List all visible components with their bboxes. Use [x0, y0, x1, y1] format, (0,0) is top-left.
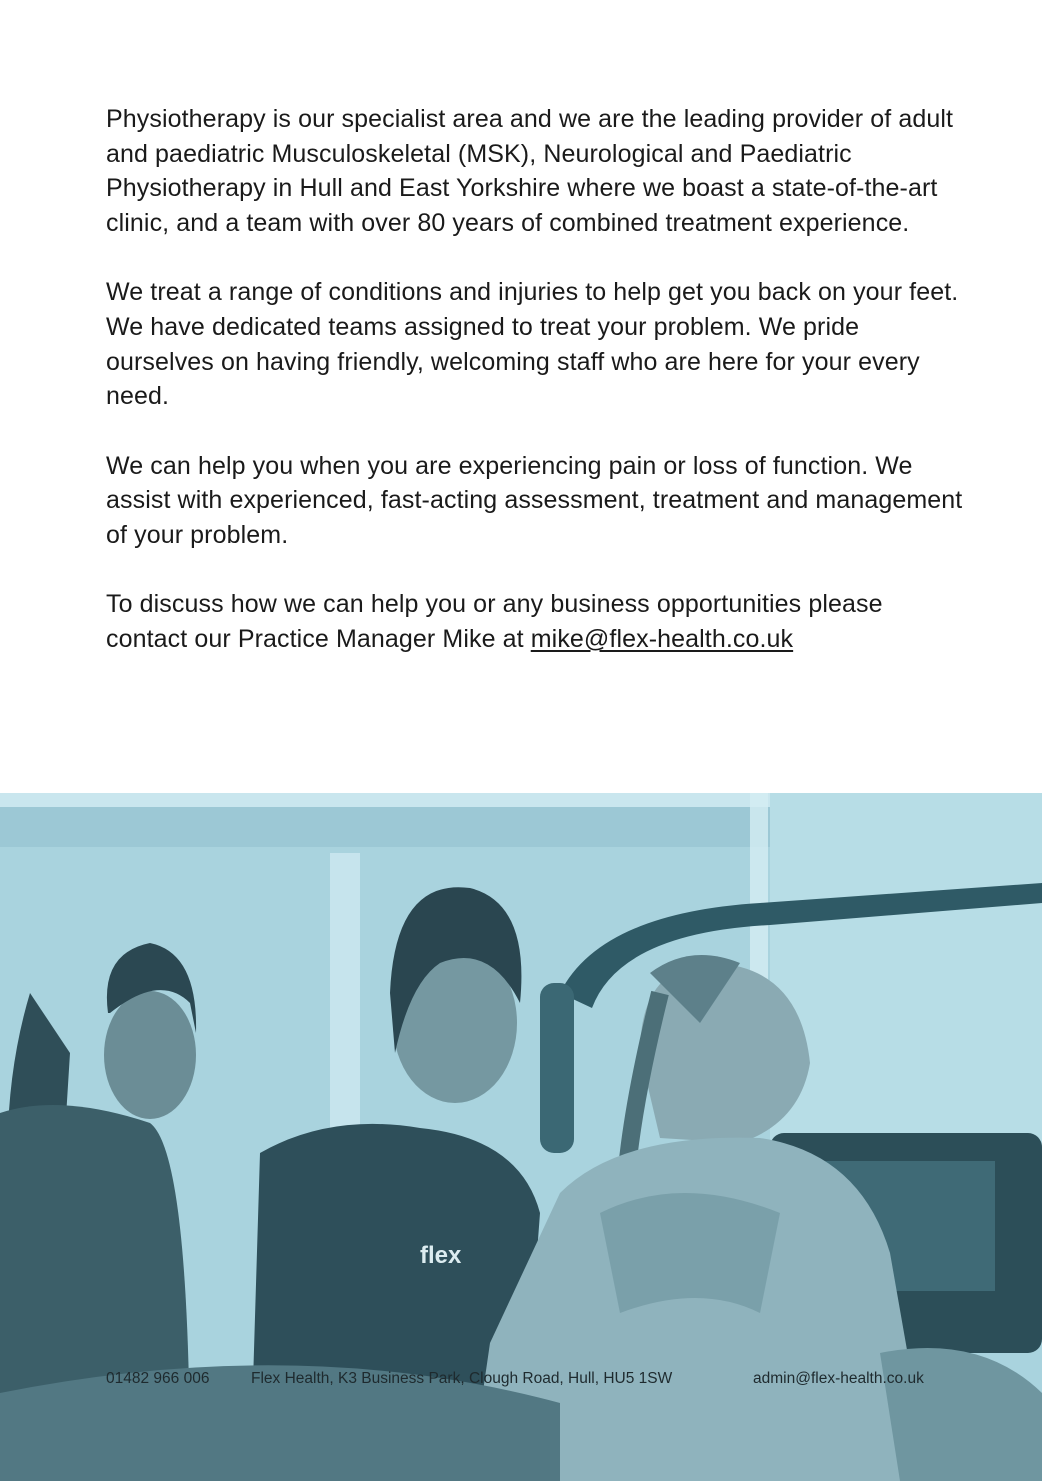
- manager-email-link[interactable]: mike@flex-health.co.uk: [530, 624, 794, 653]
- contact-paragraph: [106, 587, 966, 656]
- shirt-logo: flex: [420, 1242, 462, 1269]
- contact-text: To discuss how we can help you or any business opportunities please contact our Practice Manager Mike at: [106, 590, 883, 653]
- footer-address: Flex Health, K3 Business Park, Clough Road, Hull, HU5 1SW: [251, 1370, 673, 1387]
- intro-paragraph: Physiotherapy is our specialist area and we are the leading provider of adult and paediatric Musculoskeletal (MSK), Neurological and Paediatric Physiotherapy in Hull and East Yorkshire where we boast a state-of-the-art clinic, and a team with over 80 years of combined treatment experience.: [106, 105, 954, 238]
- footer-phone[interactable]: 01482 966 006: [106, 1370, 210, 1387]
- conditions-paragraph: We treat a range of conditions and injuries to help get you back on your feet. We have dedicated teams assigned to treat your problem. We pride ourselves on having friendly, welcoming staff who are here for your every need.: [106, 278, 959, 411]
- footer-email[interactable]: admin@flex-health.co.uk: [753, 1370, 924, 1387]
- body-text: [106, 102, 966, 691]
- help-paragraph: We can help you when you are experiencing pain or loss of function. We assist with experienced, fast-acting assessment, treatment and management of your problem.: [106, 451, 963, 550]
